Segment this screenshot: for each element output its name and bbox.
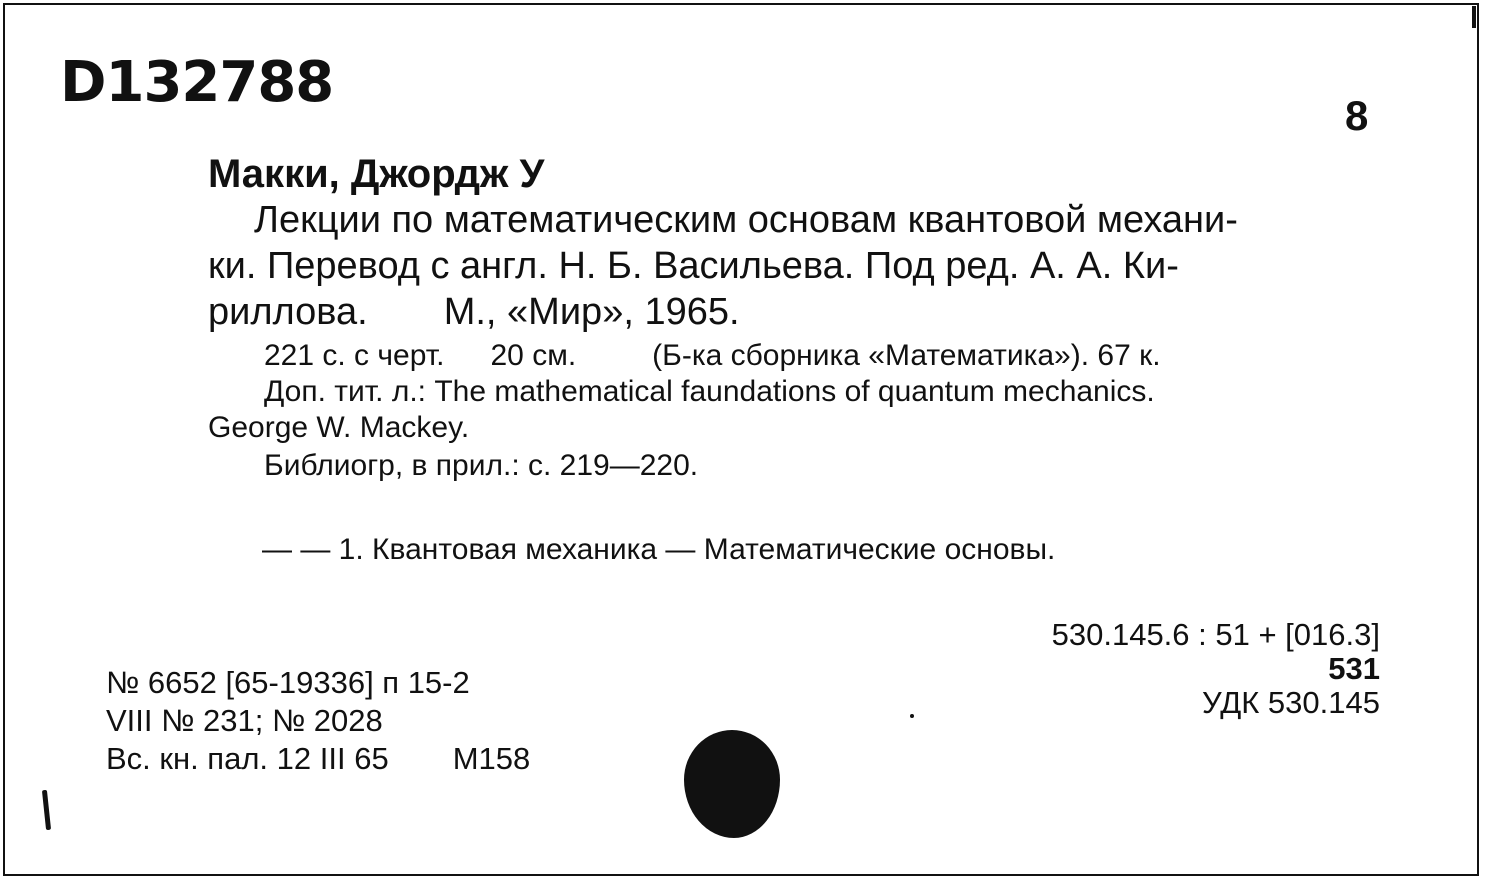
pages: 221 с. с черт. (264, 339, 445, 372)
udc-line: 531 (1328, 651, 1380, 686)
card-edge-mark (1472, 6, 1476, 28)
parallel-title-line: Доп. тит. л.: The mathematical faundations of quantum mechanics. (264, 375, 1155, 408)
title-line: Лекции по математическим основам квантовой механи- (254, 199, 1238, 241)
udc-line: 530.145.6 : 51 + [016.3] (1051, 617, 1380, 652)
udc-line: УДК 530.145 (1201, 685, 1380, 720)
registration-line (106, 740, 530, 778)
registration-code: М158 (452, 741, 531, 776)
udc-block (1052, 618, 1380, 720)
author-heading: Макки, Джордж У (208, 152, 545, 196)
drawer-number: 8 (1345, 92, 1369, 139)
registration-date: Вс. кн. пал. 12 III 65 (106, 741, 389, 776)
title-imprint-line (208, 289, 1378, 335)
subject-tracing: — — 1. Квантовая механика — Математические основы. (262, 533, 1056, 566)
imprint: М., «Мир», 1965. (443, 291, 740, 333)
registration-line: VIII № 231; № 2028 (106, 703, 383, 738)
registration-block (106, 664, 530, 778)
title-line: риллова. (208, 291, 368, 333)
catalog-number: D132788 (60, 50, 334, 115)
ink-dot (910, 714, 914, 718)
collation-line (208, 338, 1378, 374)
title-block (208, 197, 1378, 335)
parallel-title-line: George W. Mackey. (208, 411, 470, 444)
size: 20 см. (490, 339, 577, 372)
bibliography-note: Библиогр, в прил.: с. 219—220. (264, 449, 699, 482)
title-line: ки. Перевод с англ. Н. Б. Васильева. Под ред. А. А. Ки- (208, 245, 1179, 287)
parallel-title (208, 374, 1378, 446)
registration-line: № 6652 [65-19336] п 15-2 (106, 665, 470, 700)
series: (Б-ка сборника «Математика»). 67 к. (652, 339, 1161, 372)
punch-hole (684, 730, 780, 838)
